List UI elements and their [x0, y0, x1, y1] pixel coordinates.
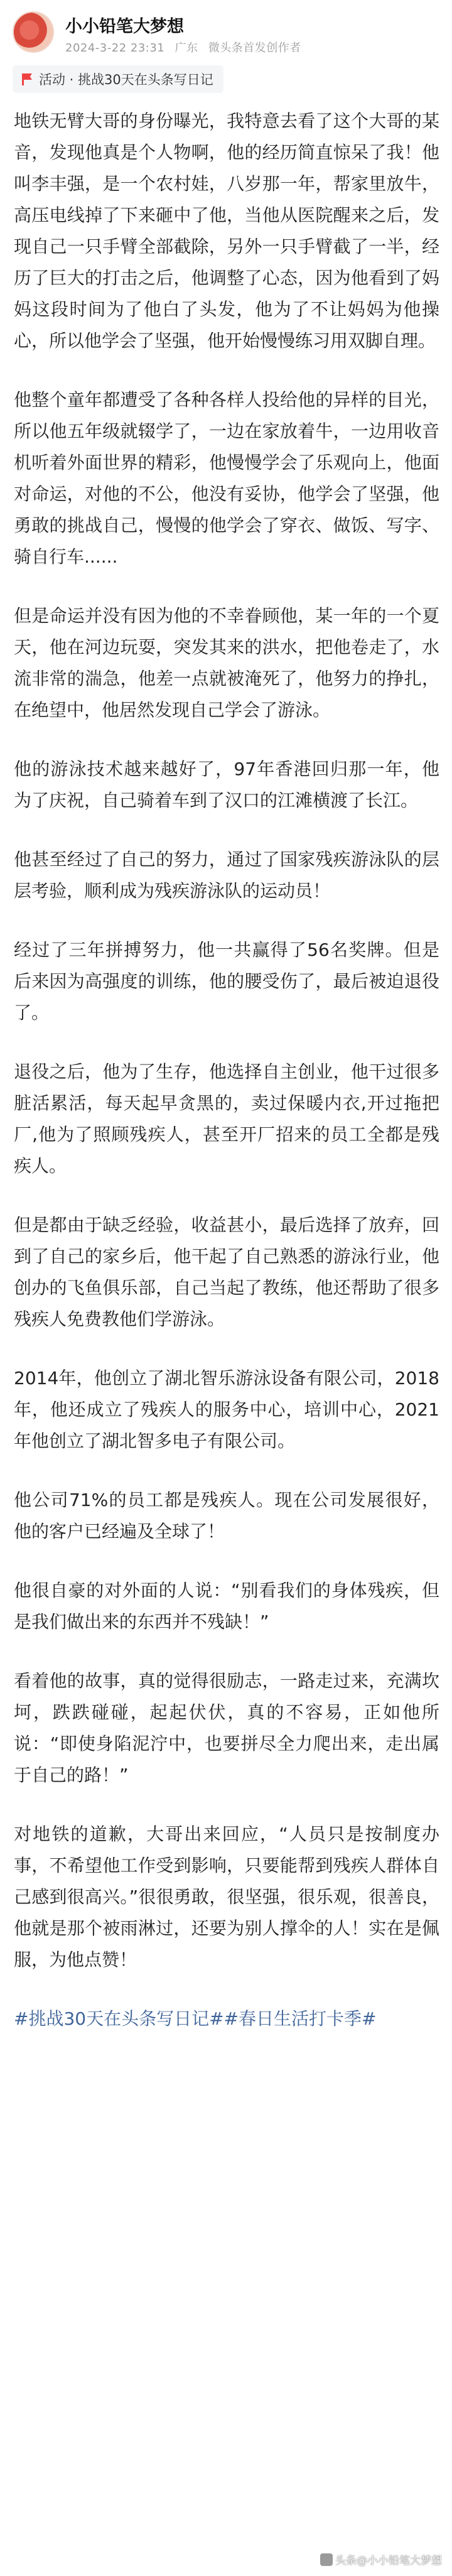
post-meta — [65, 39, 308, 55]
toutiao-logo-icon — [320, 2553, 333, 2566]
paragraph: 地铁无臂大哥的身份曝光，我特意去看了这个大哥的某音，发现他真是个人物啊，他的经历简直惊呆了我！他叫李丰强，是一个农村娃，八岁那一年，帮家里放牛，高压电线掉了下来砸中了他，当他从医院醒来之后，发现自己一只手臂全部截除，另外一只手臂截了一半，经历了巨大的打击之后，他调整了心态，因为他看到了妈妈这段时间为了他白了头发，他为了不让妈妈为他操心，所以他学会了坚强，他开始慢慢练习用双脚自理。 — [14, 111, 439, 351]
hashtag-links[interactable]: #挑战30天在头条写日记##春日生活打卡季# — [14, 2008, 377, 2029]
post-header — [0, 0, 452, 74]
paragraph: 退役之后，他为了生存，他选择自主创业，他干过很多脏活累活，每天起早贪黑的，卖过保暖内衣,开过拖把厂,他为了照顾残疾人，甚至开厂招来的员工全都是残疾人。 — [14, 1061, 439, 1176]
paragraph: 看着他的故事，真的觉得很励志，一路走过来，充满坎坷，跌跌碰碰，起起伏伏，真的不容易，正如他所说：“即使身陷泥泞中，也要拼尽全力爬出来，走出属于自己的路！” — [14, 1670, 439, 1785]
paragraph: 2014年，他创立了湖北智乐游泳设备有限公司，2018年，他还成立了残疾人的服务中心，培训中心，2021年他创立了湖北智多电子有限公司。 — [14, 1368, 439, 1451]
watermark-text: 头条@小小铅笔大梦想 — [335, 2555, 442, 2567]
post-date: 2024-3-22 23:31 — [65, 41, 165, 55]
paragraph: 但是都由于缺乏经验，收益甚小，最后选择了放弃，回到了自己的家乡后，他干起了自己熟悉的游泳行业，他创办的飞鱼俱乐部，自己当起了教练，他还帮助了很多残疾人免费教他们学游泳。 — [14, 1215, 439, 1329]
paragraph: 他的游泳技术越来越好了，97年香港回归那一年，他为了庆祝，自己骑着车到了汉口的江滩横渡了长江。 — [14, 759, 439, 811]
activity-link[interactable] — [13, 65, 223, 93]
flag-icon — [20, 72, 34, 86]
paragraph: 他很自豪的对外面的人说：“别看我们的身体残疾，但是我们做出来的东西并不残缺！” — [14, 1580, 439, 1632]
author-name[interactable]: 小小铅笔大梦想 — [65, 17, 184, 36]
author-avatar[interactable] — [13, 11, 54, 53]
paragraph: 他公司71%的员工都是残疾人。现在公司发展很好，他的客户已经遍及全球了！ — [14, 1490, 439, 1542]
creator-badge: 微头条首发创作者 — [208, 41, 301, 55]
paragraph: 但是命运并没有因为他的不幸眷顾他，某一年的一个夏天，他在河边玩耍，突发其来的洪水，把他卷走了，水流非常的湍急，他差一点就被淹死了，他努力的挣扎，在绝望中，他居然发现自己学会了游泳。 — [14, 605, 439, 720]
paragraph: 经过了三年拼搏努力，他一共赢得了56名奖牌。但是后来因为高强度的训练，他的腰受伤了，最后被迫退役了。 — [14, 939, 439, 1023]
paragraph: 对地铁的道歉，大哥出来回应，“人员只是按制度办事，不希望他工作受到影响，只要能帮到残疾人群体自己感到很高兴。”很很勇敢，很坚强，很乐观，很善良，他就是那个被雨淋过，还要为别人撑伞的人！实在是佩服，为他点赞！ — [14, 1824, 439, 1970]
post-body — [14, 106, 439, 2035]
paragraph: 他整个童年都遭受了各种各样人投给他的异样的目光，所以他五年级就辍学了，一边在家放着牛，一边用收音机听着外面世界的精彩，他慢慢学会了乐观向上，他面对命运，对他的不公，他没有妥协，他学会了坚强，他勇敢的挑战自己，慢慢的他学会了穿衣、做饭、写字、骑自行车...... — [14, 389, 439, 567]
watermark — [320, 2552, 442, 2567]
activity-label: 活动 · 挑战30天在头条写日记 — [39, 72, 213, 87]
post-location: 广东 — [175, 41, 198, 55]
paragraph: 他甚至经过了自己的努力，通过了国家残疾游泳队的层层考验，顺利成为残疾游泳队的运动员！ — [14, 849, 439, 901]
